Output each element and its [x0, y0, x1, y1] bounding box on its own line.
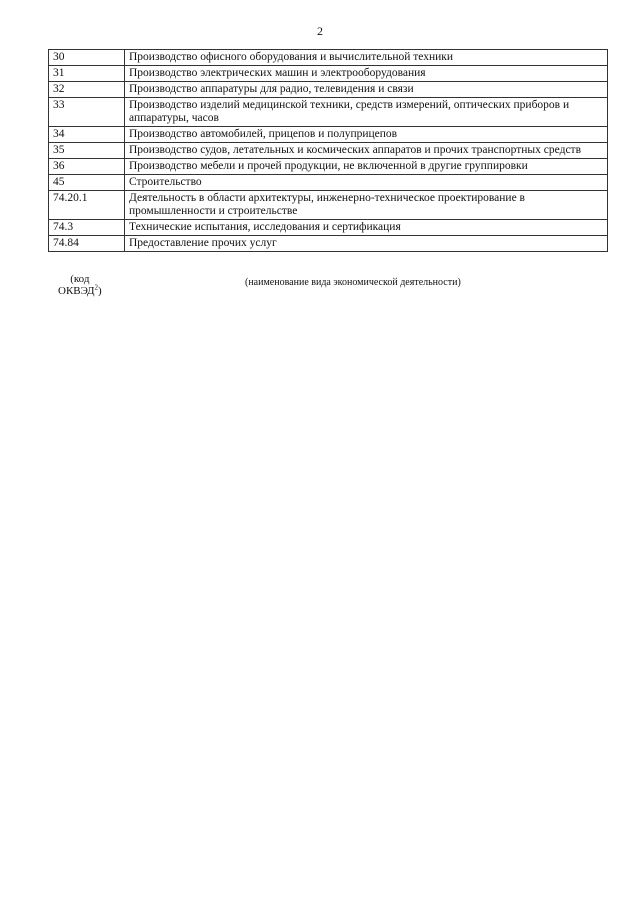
activity-name: Технические испытания, исследования и сертификация	[125, 220, 608, 236]
page-number: 2	[317, 24, 323, 38]
activity-name: Производство изделий медицинской техники, средств измерений, оптических приборов и аппаратуры, часов	[125, 98, 608, 127]
code-caption-line1: (код	[70, 273, 90, 285]
activity-name: Производство автомобилей, прицепов и полуприцепов	[125, 127, 608, 143]
activity-name: Деятельность в области архитектуры, инженерно-техническое проектирование в промышленности и строительстве	[125, 191, 608, 220]
activity-name: Предоставление прочих услуг	[125, 236, 608, 252]
code-caption-okved: ОКВЭД	[58, 285, 95, 297]
table-row	[49, 175, 608, 191]
okved-code: 32	[49, 82, 125, 98]
code-caption-close: )	[97, 285, 102, 297]
table-row	[49, 220, 608, 236]
okved-code: 36	[49, 159, 125, 175]
activity-name: Производство мебели и прочей продукции, не включенной в другие группировки	[125, 159, 608, 175]
activity-name: Производство аппаратуры для радио, телевидения и связи	[125, 82, 608, 98]
okved-code: 35	[49, 143, 125, 159]
table-row	[49, 191, 608, 220]
activity-name: Производство офисного оборудования и вычислительной техники	[125, 50, 608, 66]
table-row	[49, 159, 608, 175]
table-row	[49, 82, 608, 98]
name-caption: (наименование вида экономической деятельности)	[245, 277, 461, 288]
table-row	[49, 98, 608, 127]
okved-table	[48, 49, 608, 252]
okved-code: 30	[49, 50, 125, 66]
okved-code: 74.84	[49, 236, 125, 252]
activity-name: Строительство	[125, 175, 608, 191]
table-row	[49, 236, 608, 252]
table-row	[49, 66, 608, 82]
okved-code: 74.3	[49, 220, 125, 236]
table-row	[49, 50, 608, 66]
okved-code: 74.20.1	[49, 191, 125, 220]
okved-code: 31	[49, 66, 125, 82]
code-caption-line2	[58, 285, 102, 297]
code-caption	[58, 273, 102, 297]
table-row	[49, 127, 608, 143]
table-row	[49, 143, 608, 159]
footnote-mark: 2	[94, 283, 98, 292]
activity-name: Производство судов, летательных и космических аппаратов и прочих транспортных средств	[125, 143, 608, 159]
okved-code: 45	[49, 175, 125, 191]
okved-code: 34	[49, 127, 125, 143]
okved-code: 33	[49, 98, 125, 127]
activity-name: Производство электрических машин и электрооборудования	[125, 66, 608, 82]
